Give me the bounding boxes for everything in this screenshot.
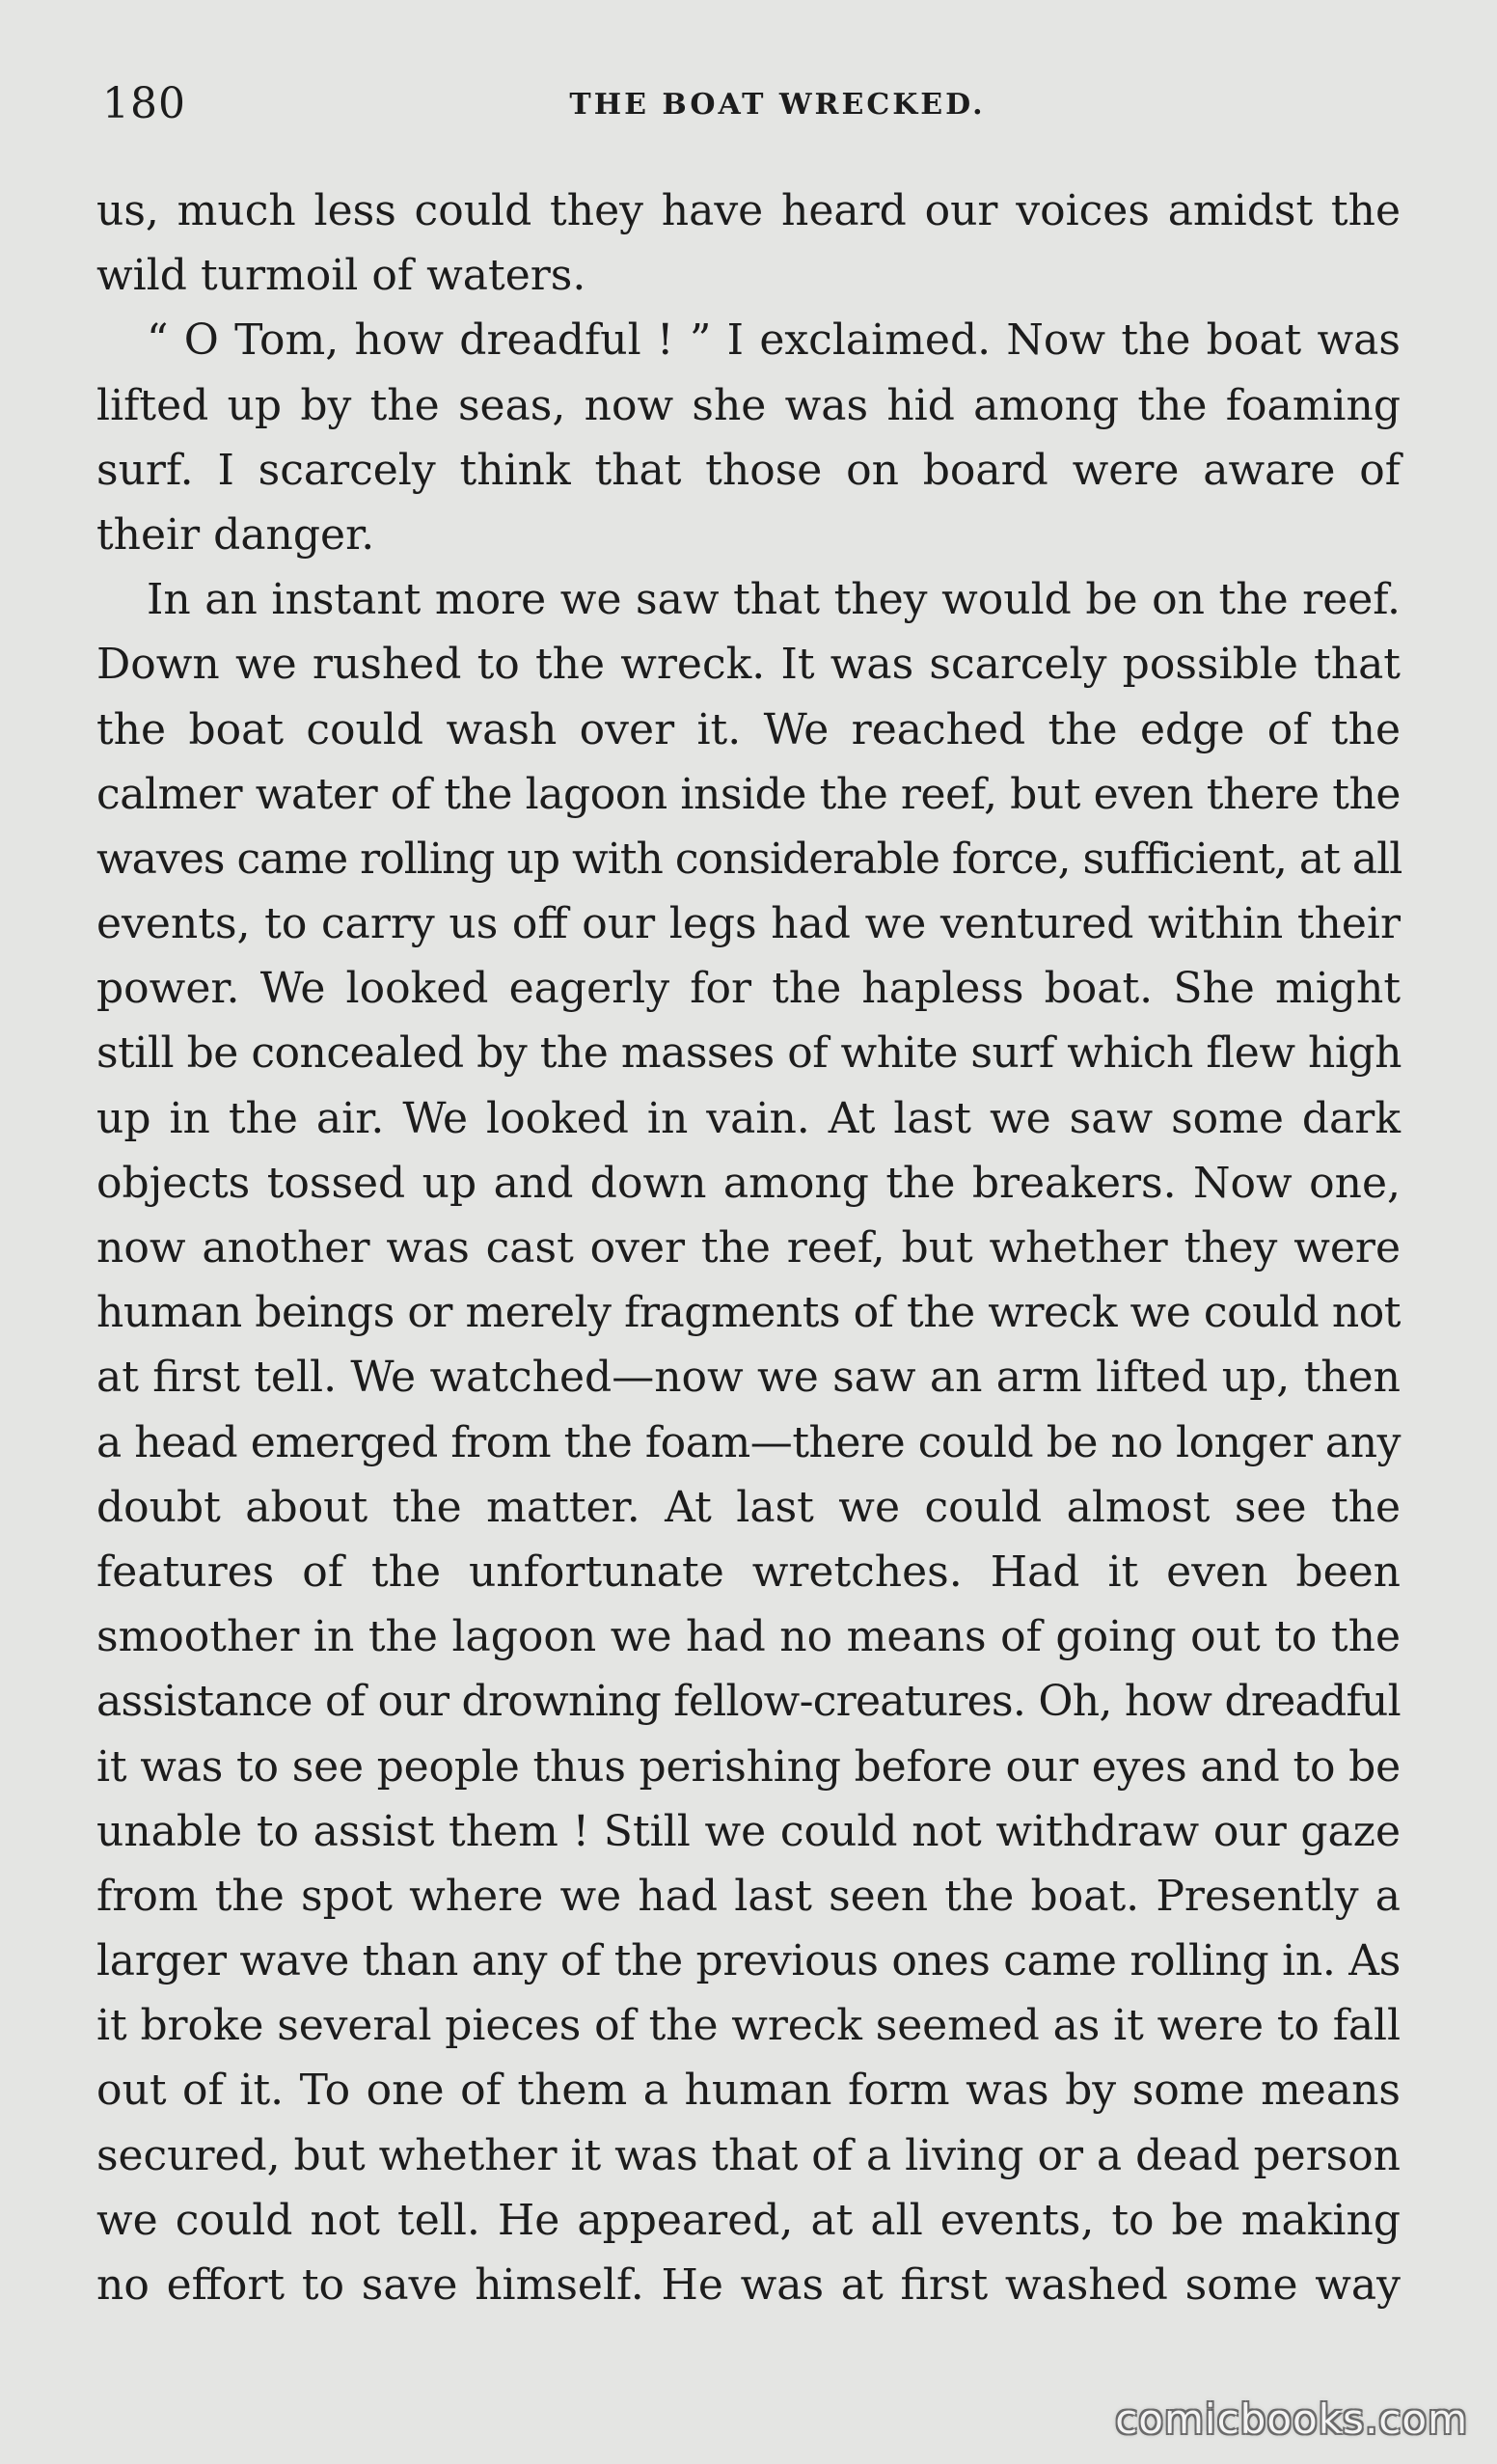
- text-line: from the spot where we had last seen the boat. Presently a: [96, 1871, 1401, 1921]
- text-line: wild turmoil of waters.: [96, 251, 586, 301]
- text-line: now another was cast over the reef, but whether they were: [96, 1223, 1401, 1273]
- text-line: events, to carry us off our legs had we ventured within their: [96, 899, 1401, 949]
- text-line: it was to see people thus perishing before our eyes and to be: [96, 1741, 1401, 1792]
- text-line: larger wave than any of the previous ones came rolling in. As: [96, 1936, 1401, 1986]
- text-line: human beings or merely fragments of the wreck we could not: [96, 1288, 1401, 1338]
- text-line: a head emerged from the foam—there could be no longer any: [96, 1417, 1401, 1467]
- page-number: 180: [102, 79, 186, 128]
- text-line: their danger.: [96, 509, 375, 560]
- text-line: waves came rolling up with considerable force, sufficient, at all: [96, 834, 1402, 884]
- text-line: “ O Tom, how dreadful ! ” I exclaimed. Now the boat was: [147, 315, 1401, 366]
- text-line: the boat could wash over it. We reached the edge of the: [96, 704, 1401, 754]
- text-line: assistance of our drowning fellow-creatures. Oh, how dreadful: [96, 1677, 1401, 1727]
- text-line: features of the unfortunate wretches. Had it even been: [96, 1547, 1401, 1597]
- text-line: out of it. To one of them a human form was by some means: [96, 2066, 1401, 2116]
- text-line: lifted up by the seas, now she was hid among the foaming: [96, 380, 1401, 430]
- text-line: In an instant more we saw that they would be on the reef.: [147, 575, 1401, 625]
- body-text: [96, 178, 1401, 2317]
- text-line: up in the air. We looked in vain. At last we saw some dark: [96, 1093, 1401, 1143]
- text-line: unable to assist them ! Still we could not withdraw our gaze: [96, 1806, 1401, 1856]
- text-line: we could not tell. He appeared, at all events, to be making: [96, 2195, 1401, 2245]
- text-line: still be concealed by the masses of white surf which flew high: [96, 1028, 1402, 1079]
- text-line: at first tell. We watched—now we saw an arm lifted up, then: [96, 1353, 1401, 1403]
- text-line: objects tossed up and down among the breakers. Now one,: [96, 1158, 1401, 1208]
- page-header: [96, 75, 1401, 133]
- running-head: THE BOAT WRECKED.: [569, 88, 986, 122]
- text-line: smoother in the lagoon we had no means of going out to the: [96, 1612, 1401, 1662]
- text-line: it broke several pieces of the wreck seemed as it were to fall: [96, 2001, 1401, 2051]
- text-line: doubt about the matter. At last we could almost see the: [96, 1482, 1401, 1532]
- text-line: calmer water of the lagoon inside the reef, but even there the: [96, 769, 1401, 819]
- text-line: surf. I scarcely think that those on board were aware of: [96, 445, 1401, 495]
- text-line: power. We looked eagerly for the hapless boat. She might: [96, 964, 1401, 1014]
- text-line: Down we rushed to the wreck. It was scarcely possible that: [96, 640, 1401, 690]
- text-line: us, much less could they have heard our voices amidst the: [96, 186, 1401, 235]
- text-line: secured, but whether it was that of a living or a dead person: [96, 2130, 1401, 2180]
- site-watermark: comicbooks.com: [1115, 2396, 1468, 2443]
- text-line: no effort to save himself. He was at first washed some way: [96, 2260, 1401, 2310]
